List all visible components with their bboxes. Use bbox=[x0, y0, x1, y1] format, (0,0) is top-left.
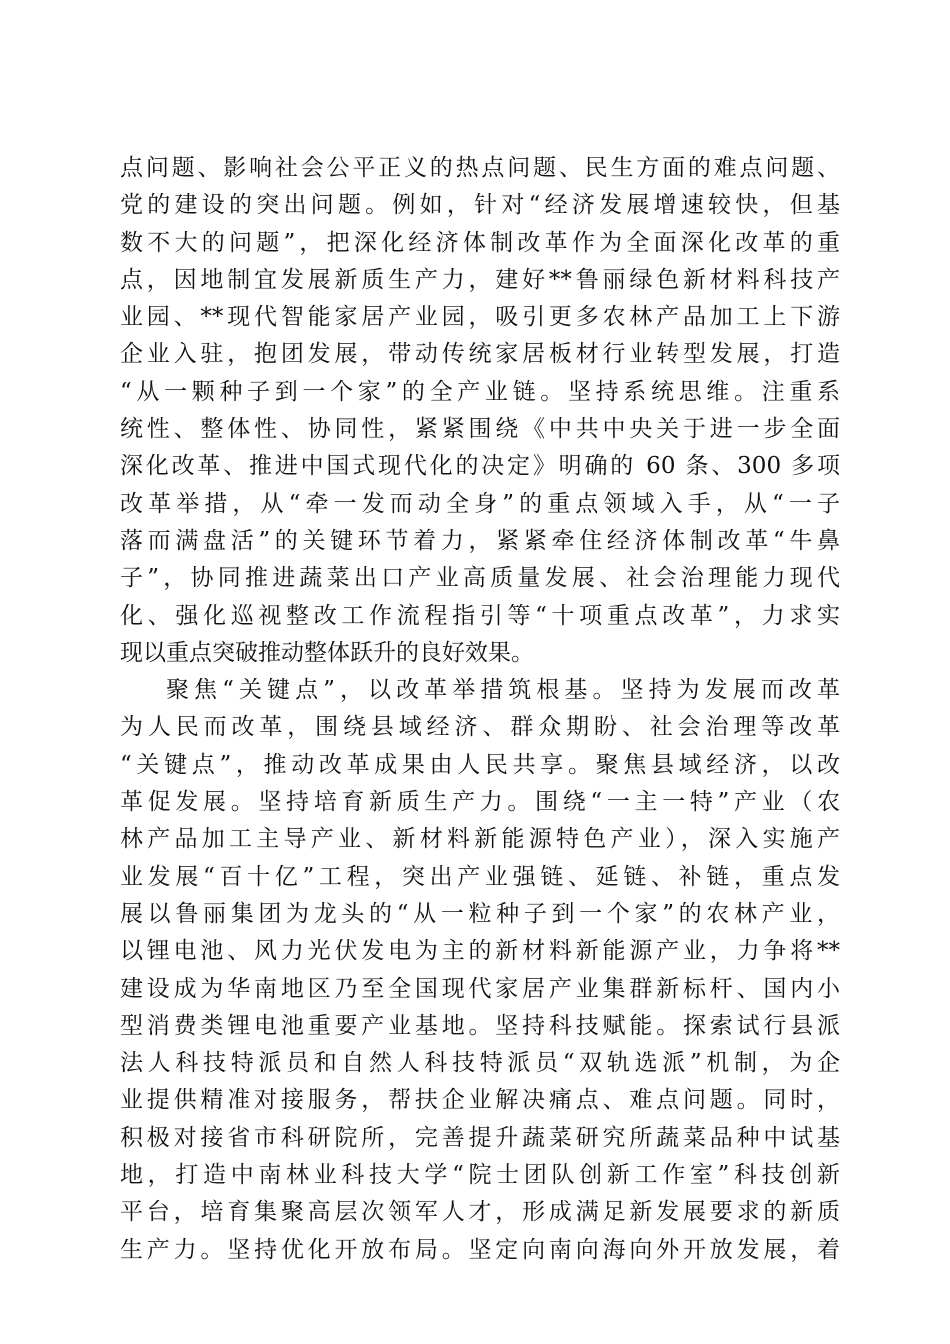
text-line: 落而满盘活”的关键环节着力，紧紧牵住经济体制改革“牛鼻 bbox=[120, 527, 840, 554]
text-line: 化、强化巡视整改工作流程指引等“十项重点改革”，力求实 bbox=[120, 602, 840, 629]
text-line: 改革举措，从“牵一发而动全身”的重点领域入手，从“一子 bbox=[120, 490, 840, 517]
text-line: 子”，协同推进蔬菜出口产业高质量发展、社会治理能力现代 bbox=[120, 565, 840, 592]
text-line: 生产力。坚持优化开放布局。坚定向南向海向外开放发展，着 bbox=[120, 1236, 840, 1263]
text-line: 以锂电池、风力光伏发电为主的新材料新能源产业，力争将** bbox=[120, 938, 840, 965]
paragraph bbox=[120, 150, 840, 672]
text-line: 业园、**现代智能家居产业园，吸引更多农林产品加工上下游 bbox=[120, 304, 840, 331]
text-line: 聚焦“关键点”，以改革举措筑根基。坚持为发展而改革 bbox=[166, 677, 840, 704]
document-body bbox=[120, 150, 840, 1269]
text-line: 林产品加工主导产业、新材料新能源特色产业），深入实施产 bbox=[120, 826, 840, 853]
text-line: 展以鲁丽集团为龙头的“从一粒种子到一个家”的农林产业， bbox=[120, 900, 840, 927]
text-line: 积极对接省市科研院所，完善提升蔬菜研究所蔬菜品种中试基 bbox=[120, 1124, 840, 1151]
text-line: 党的建设的突出问题。例如，针对“经济发展增速较快，但基 bbox=[120, 192, 840, 219]
text-line: 业发展“百十亿”工程，突出产业强链、延链、补链，重点发 bbox=[120, 863, 840, 890]
text-line: 革促发展。坚持培育新质生产力。围绕“一主一特”产业（农 bbox=[120, 789, 840, 816]
text-line: 统性、整体性、协同性，紧紧围绕《中共中央关于进一步全面 bbox=[120, 416, 840, 443]
text-line: “从一颗种子到一个家”的全产业链。坚持系统思维。注重系 bbox=[120, 378, 840, 405]
text-line: 型消费类锂电池重要产业基地。坚持科技赋能。探索试行县派 bbox=[120, 1012, 840, 1039]
paragraph bbox=[120, 672, 840, 1269]
text-line: 点问题、影响社会公平正义的热点问题、民生方面的难点问题、 bbox=[120, 155, 840, 181]
text-line: 平台，培育集聚高层次领军人才，形成满足新发展要求的新质 bbox=[120, 1199, 840, 1226]
text-line: 点，因地制宜发展新质生产力，建好**鲁丽绿色新材料科技产 bbox=[120, 266, 840, 293]
text-line: 为人民而改革，围绕县域经济、群众期盼、社会治理等改革 bbox=[120, 714, 840, 741]
text-line: 深化改革、推进中国式现代化的决定》明确的 60 条、300 多项 bbox=[120, 453, 840, 480]
text-line: 法人科技特派员和自然人科技特派员“双轨选派”机制，为企 bbox=[120, 1050, 840, 1077]
text-line: 现以重点突破推动整体跃升的良好效果。 bbox=[120, 639, 534, 666]
text-line: 企业入驻，抱团发展，带动传统家居板材行业转型发展，打造 bbox=[120, 341, 840, 368]
text-line: 业提供精准对接服务，帮扶企业解决痛点、难点问题。同时， bbox=[120, 1087, 840, 1114]
text-line: 地，打造中南林业科技大学“院士团队创新工作室”科技创新 bbox=[120, 1162, 840, 1189]
text-line: “关键点”，推动改革成果由人民共享。聚焦县域经济，以改 bbox=[120, 751, 840, 778]
text-line: 建设成为华南地区乃至全国现代家居产业集群新标杆、国内小 bbox=[120, 975, 840, 1002]
text-line: 数不大的问题”，把深化经济体制改革作为全面深化改革的重 bbox=[120, 229, 840, 256]
